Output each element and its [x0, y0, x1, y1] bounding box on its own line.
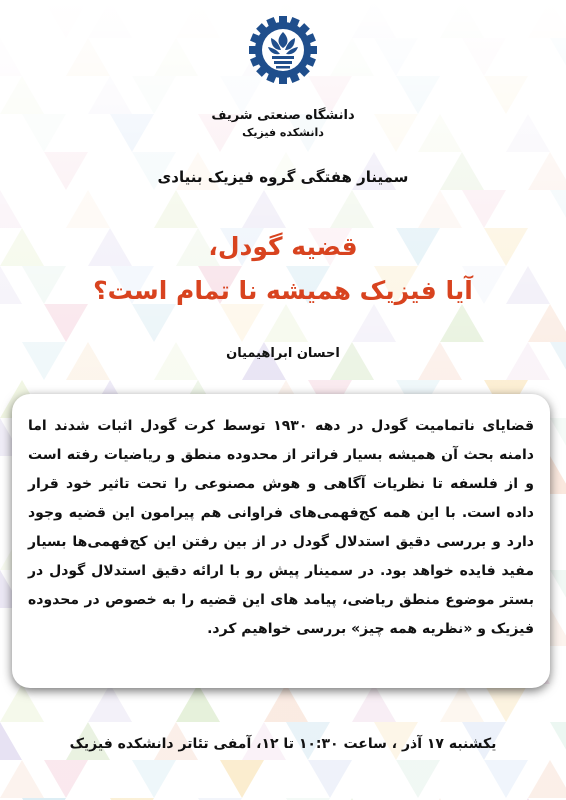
department-name: دانشکده فیزیک — [242, 126, 324, 139]
speaker-name: احسان ابراهیمیان — [226, 346, 340, 361]
university-name: دانشگاه صنعتی شریف — [211, 108, 355, 123]
abstract-text: قضایای ناتمامیت گودل در دهه ۱۹۳۰ توسط کرت گودل اثبات شدند اما دامنه بحث آن همیشه بسیار فراتر از محدوده منطق و ریاضیات رفته است و از فلسفه تا نظریات آگاهی و هوش مصنوعی را تحت تاثیر خود قرار داده است. با این همه کج‌فهمی‌های فراوانی هم پیرامون این قضیه وجود دارد و بررسی دقیق استدلال گودل در از بین رفتن این کج‌فهمی‌ها بسیار مفید فایده خواهد بود. در سمینار پیش رو با ارائه دقیق استدلال گودل در بستر موضوع منطق ریاضی، پیامد های این قضیه را به خصوص در محدوده فیزیک و «نظریه همه چیز» بررسی خواهیم کرد. — [28, 418, 534, 637]
sharif-university-logo-icon — [243, 10, 323, 90]
seminar-series-title: سمینار هفتگی گروه فیزیک بنیادی — [157, 168, 409, 186]
talk-title-line-2: آیا فیزیک همیشه نا تمام است؟ — [93, 276, 473, 305]
abstract-card — [12, 394, 550, 688]
talk-title-line-1: قضیه گودل، — [208, 232, 358, 261]
event-date-location: یکشنبه ۱۷ آذر ، ساعت ۱۰:۳۰ تا ۱۲، آمفی تئاتر دانشکده فیزیک — [69, 736, 497, 752]
